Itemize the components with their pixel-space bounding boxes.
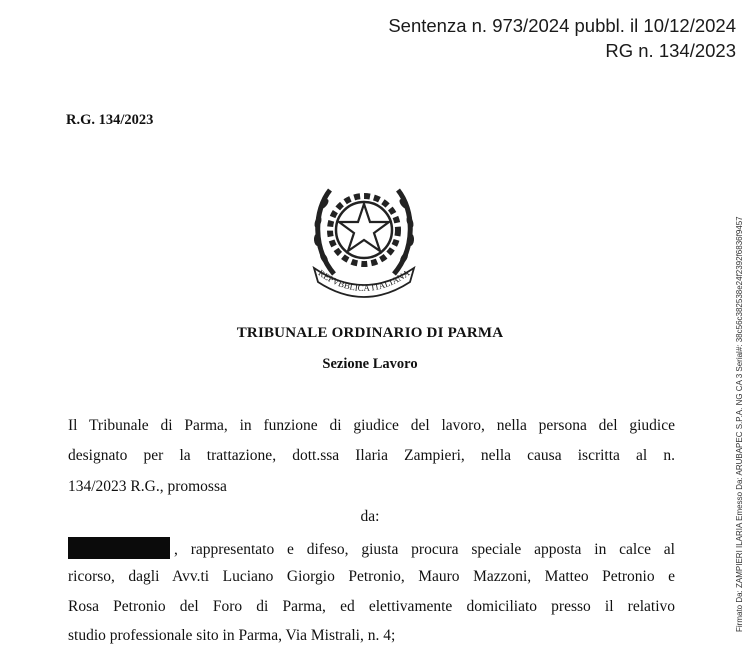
rg-label: R.G. 134/2023 bbox=[66, 112, 154, 128]
body-line: designato per la trattazione, dott.ssa Ilaria Zampieri, nella causa iscritta al n. bbox=[68, 447, 675, 464]
party-separator: da: bbox=[360, 508, 380, 525]
emblem-of-italy-icon bbox=[300, 170, 428, 300]
body-line: Il Tribunale di Parma, in funzione di giudice del lavoro, nella persona del giudice bbox=[68, 417, 675, 434]
redaction-block bbox=[68, 537, 170, 559]
digital-signature-stamp: Firmato Da: ZAMPIERI ILARIA Emesso Da: ARUBAPEC S.P.A. NG CA 3 Serial#: 38c56c382538e24f2392f6836f9457 bbox=[735, 216, 744, 632]
emblem-ribbon-text: REPVBBLICA ITALIANA bbox=[316, 267, 412, 294]
body-line: ricorso, dagli Avv.ti Luciano Giorgio Petronio, Mauro Mazzoni, Matteo Petronio e bbox=[68, 568, 675, 585]
rg-number-header: RG n. 134/2023 bbox=[605, 40, 736, 61]
body-line bbox=[68, 537, 675, 559]
court-name: TRIBUNALE ORDINARIO DI PARMA bbox=[236, 325, 504, 341]
body-line-text: , rappresentato e difeso, giusta procura speciale apposta in calce al bbox=[174, 541, 675, 558]
body-line: studio professionale sito in Parma, Via Mistrali, n. 4; bbox=[68, 627, 396, 644]
body-line: Rosa Petronio del Foro di Parma, ed elettivamente domiciliato presso il relativo bbox=[68, 598, 675, 615]
sentence-number-header: Sentenza n. 973/2024 pubbl. il 10/12/2024 bbox=[388, 15, 736, 36]
court-section: Sezione Lavoro bbox=[322, 356, 418, 372]
body-line: 134/2023 R.G., promossa bbox=[68, 478, 227, 495]
